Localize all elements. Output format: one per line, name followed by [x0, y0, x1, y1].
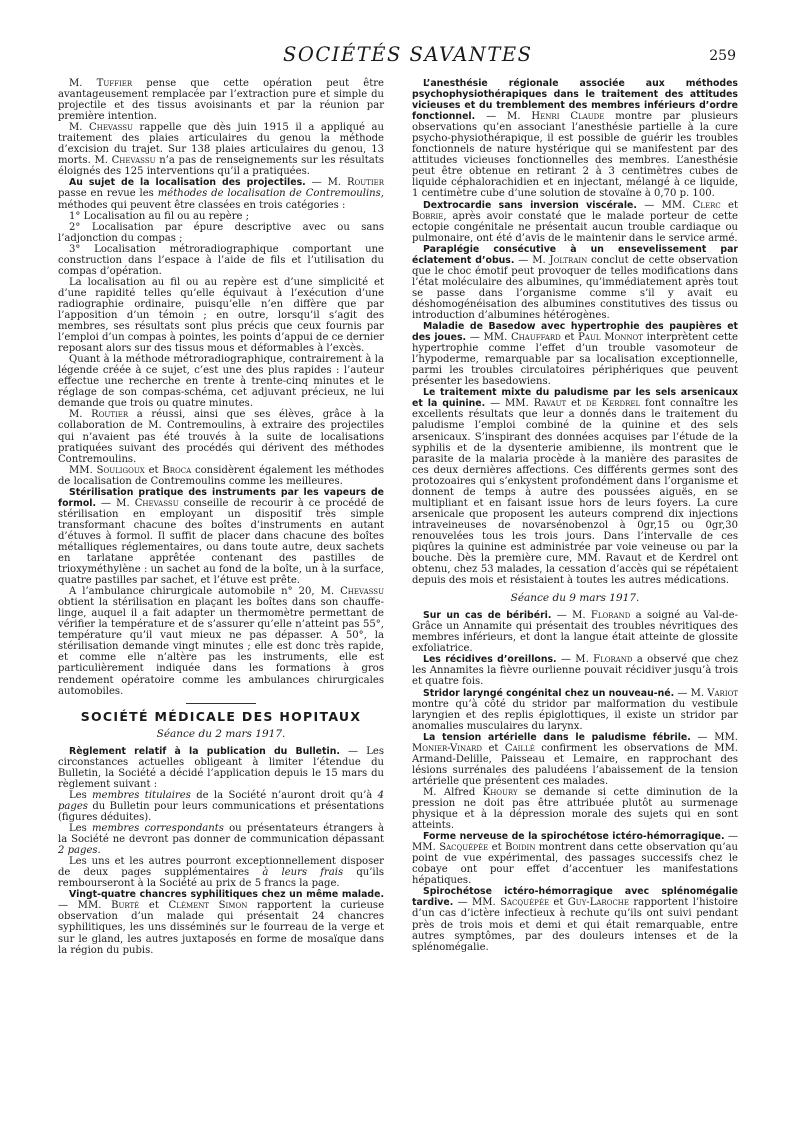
- paragraph-text: a observé que chez les Annamites la fièvre ourlienne pouvait récidiver jusqu’à trois et quatre fois.: [412, 654, 738, 688]
- paragraph: [58, 277, 384, 354]
- author-name: Chevassu: [111, 155, 156, 167]
- author-name: Variot: [707, 687, 739, 699]
- paragraph: [412, 244, 738, 321]
- paragraph: [58, 177, 384, 210]
- paragraph-text: et: [566, 398, 586, 410]
- paragraph: [58, 409, 384, 464]
- author-name: Chevassu: [134, 497, 179, 509]
- paragraph-text: rappelle que dès juin 1915 il a appliqué au traitement des plaies articulaires du genou la méthode d’excision du trajet. Sur 138 plaies articulaires du genou, 13 morts. M.: [58, 122, 384, 167]
- paragraph-text: montrent dans cette observation qu’au point de vue expérimental, des passages successifs chez le cobaye ont pour effet d’accentuer les manifestations hépatiques.: [412, 842, 738, 887]
- paragraph: [58, 823, 384, 856]
- paragraph: [58, 790, 384, 823]
- paragraph: [412, 688, 738, 732]
- paragraph-heading: Spirochétose ictéro-hémorragique avec splénomégalie tardive.: [412, 886, 738, 909]
- author-name: Monier-Vinard: [412, 742, 483, 754]
- paragraph: [412, 200, 738, 244]
- paragraph-heading: Au sujet de la localisation des projectiles.: [69, 177, 306, 189]
- paragraph-text: M.: [69, 78, 97, 89]
- paragraph-text: rapportent l’histoire d’un cas d’ictère infectieux à rechute qu’ils ont suivi pendant près de trois mois et demi et qui était remarquable, entre autres symptômes, par des douleurs intenses et de la splénomégalie.: [412, 897, 738, 953]
- paragraph: [412, 732, 738, 787]
- seance-date-2: Séance du 9 mars 1917.: [510, 592, 640, 605]
- paragraph-text: — M.: [551, 610, 591, 622]
- paragraph-text: se demande si cette diminution de la pression ne doit pas être attribuée plutôt au surmenage physique et à la dépression morale des sujets qui en sont atteints.: [412, 786, 738, 832]
- paragraph-heading: Les récidives d’oreillons.: [423, 654, 557, 666]
- paragraph-text: et: [720, 199, 739, 211]
- paragraph-text: et: [144, 464, 163, 476]
- paragraph-heading: Maladie de Basedow avec hypertrophie des paupières et des joues.: [412, 321, 738, 344]
- author-name: Khoury: [482, 786, 518, 798]
- paragraph-text: confirment les observations de MM. Armand-Delille, Paisseau et Lemaire, en rapprochant des lésions surrénales des paludéens l’abaissement de la tension artérielle que présentent ces malades.: [412, 742, 738, 787]
- paragraph-text: 2 pages.: [58, 845, 101, 857]
- paragraph-text: méthodes qui peuvent être classées en trois catégories :: [58, 199, 346, 211]
- paragraph-heading: Stridor laryngé congénital chez un nouveau-né.: [423, 687, 675, 699]
- author-name: Joltrain: [549, 254, 588, 266]
- paragraph: [412, 387, 738, 586]
- paragraph: [58, 211, 384, 222]
- author-name: Broca: [162, 464, 192, 476]
- seance-date: Séance du 2 mars 1917.: [156, 727, 286, 740]
- author-name: Chevassu: [340, 586, 384, 598]
- page-header: [58, 40, 740, 70]
- paragraph-text: — MM.: [485, 398, 534, 410]
- paragraph-text: et: [488, 842, 506, 854]
- paragraph: [58, 78, 384, 122]
- paragraph-text: méthodes de localisation de Contremoulins,: [157, 188, 384, 200]
- author-name: Sacquépée: [500, 897, 550, 909]
- paragraph-text: et: [139, 900, 169, 912]
- author-name: Ravaut: [533, 398, 567, 410]
- section-divider: [186, 703, 256, 704]
- paragraph-heading: Le traitement mixte du paludisme par les sels arsenicaux et la quinine.: [412, 387, 738, 410]
- author-name: Routier: [346, 177, 384, 189]
- paragraph-text: ou présentateurs étrangers à la Société ne devront pas donner de communication dépassant: [58, 823, 385, 846]
- paragraph-heading: Stérilisation pratique des instruments par les vapeurs de formol.: [58, 486, 384, 509]
- paragraph-text: 3° Localisation métroradiographique comportant une construction dans l’espace à l’aide de fils et l’utilisation du compas d’opération.: [58, 243, 384, 277]
- paragraph-text: conseille de recourir à ce procédé de stérilisation en employant un dispositif très simple transformant chacune des boîtes d’instruments en autant d’étuves à formol. Il suffit de placer dans chacune des boîtes métalliques réglementaires, ou dans toute autre, deux sachets en tarlatane apprêtée contenant des pastilles de trioxyméthylène : un sachet au fond de la boîte, un à la surface, quatre pastilles par sachet, et l’étuve est prête.: [58, 497, 385, 587]
- paragraph-text: — M.: [305, 177, 347, 189]
- paragraph: [412, 610, 738, 654]
- paragraph-text: membres titulaires: [92, 789, 191, 801]
- paragraph-text: La localisation au fil ou au repère est d’une simplicité et d’une rapidité telles qu’elle équivaut à l’exécution d’une radiographie ordinaire, puisqu’elle n’en diffère que par l’apposition d’un témoin ; en outre, lorsqu’il s’agit des membres, ses résultats sont plus précis que ceux fournis par l’emploi d’un compas à pointes, les points d’appui de ce dernier reposant alors sur des tissus mous et déformables à l’excès.: [58, 276, 384, 355]
- paragraph: [58, 354, 384, 409]
- paragraph: [58, 122, 384, 177]
- paragraph-heading: Dextrocardie sans inversion viscérale.: [423, 199, 637, 211]
- author-name: Chevassu: [89, 122, 133, 134]
- paragraph-heading: Sur un cas de béribéri.: [423, 610, 552, 622]
- paragraph-text: — MM.: [636, 199, 693, 211]
- paragraph-text: qu’ils rembourseront à la Société au prix de 5 francs la page.: [58, 867, 384, 890]
- paragraph: [58, 244, 384, 277]
- author-name: Florand: [590, 610, 631, 622]
- author-name: Henri Claude: [531, 111, 605, 123]
- paragraph-text: 2° Localisation par épure descriptive avec ou sans l’adjonction du compas ;: [58, 221, 384, 244]
- paragraph-text: et: [549, 897, 568, 909]
- paragraph-text: n’a pas de renseignements sur les résultats éloignés des 125 interventions qu’il a pratiquées.: [58, 155, 384, 178]
- author-name: Caillé: [504, 742, 535, 754]
- paragraph: [58, 465, 384, 487]
- paragraph-text: conclut de cette observation que le choc émotif peut provoquer de telles modifications dans l’état moléculaire des albumines, qu’immédiatement après tout se passe dans l’organisme comme s’il y avait eu déshomogénéisation des albumines constitutives des tissus ou introduction d’albumines hétérogènes.: [412, 254, 739, 321]
- paragraph-text: et: [482, 742, 505, 754]
- paragraph-text: A l’ambulance chirurgicale automobile n° 20, M.: [69, 586, 341, 598]
- paragraph-text: Quant à la méthode métroradiographique, contrairement à la légende créée à ce sujet, c’est une des plus rapides : l’auteur effectue une recherche en trente à trente-cinq minutes et le réglage de son compas-schéma, cet adjuvant précieux, ne lui demande que trois ou quatre minutes.: [58, 354, 384, 410]
- hopitaux-section-2: [412, 610, 738, 952]
- paragraph-text: et: [560, 332, 579, 344]
- paragraph-text: 4 pages: [58, 789, 384, 812]
- hopitaux-section: [58, 746, 384, 956]
- author-name: Souligoux: [96, 464, 145, 476]
- paragraph: [58, 746, 384, 790]
- paragraph-heading: Règlement relatif à la publication du Bulletin.: [69, 745, 340, 757]
- right-column: [412, 78, 738, 953]
- paragraph-text: considèrent également les méthodes de localisation de Contremoulins comme les meilleures.: [58, 464, 384, 487]
- paragraph-text: M.: [69, 122, 90, 134]
- paragraph-text: du Bulletin pour leurs communications et présentations (figures déduites).: [58, 800, 384, 823]
- paragraph-heading: Paraplégie consécutive à un ensevelissement par éclatement d’obus.: [412, 243, 738, 266]
- paragraph: [412, 654, 738, 687]
- paragraph-text: à leurs frais: [262, 867, 344, 879]
- paragraph: [412, 78, 738, 200]
- paragraph-text: — MM.: [58, 900, 112, 912]
- chirurgie-section: [58, 78, 384, 697]
- paragraph-text: rapportent la curieuse observation d’un malade qui présentait 24 chancres syphilitiques, les uns disséminés sur le fourreau de la verge et sur le gland, les autres juxtaposés en forme de mosaïque dans la région du pubis.: [58, 900, 385, 956]
- paragraph-heading: Forme nerveuse de la spirochétose ictéro-hémorragique.: [423, 831, 725, 843]
- paragraph: [58, 487, 384, 586]
- paragraph-text: interprètent cette hypertrophie comme l’effet d’un trouble vasomoteur de l’hypoderme, remarquable par sa localisation exceptionnelle, parmi les troubles circulatoires périphériques que peuvent présenter les basedowiens.: [412, 332, 739, 388]
- paragraph-text: Les uns et les autres pourront exceptionnellement disposer de deux pages supplémentaires: [58, 856, 384, 879]
- society-title: SOCIÉTÉ MÉDICALE DES HOPITAUX: [80, 708, 362, 724]
- paragraph-heading: L’anesthésie régionale associée aux méthodes psychophysiothérapiques dans le traitement des attitudes vicieuses et du tremblement des membres inférieurs d’ordre fonctionnel.: [412, 78, 738, 123]
- paragraph-text: pense que cette opération peut être avantageusement remplacée par l’extraction pure et simple du projectile et des tissus avoisinants et par la réunion par première intention.: [58, 78, 384, 123]
- paragraph-text: — M.: [475, 111, 532, 123]
- paragraph: [58, 222, 384, 244]
- paragraph-text: — MM.: [412, 831, 738, 854]
- paragraph-text: — MM.: [690, 731, 738, 743]
- paragraph: [412, 831, 738, 886]
- paragraph-text: , après avoir constaté que le malade porteur de cette ectopie congénitale ne présentait aucun trouble cardiaque ou pulmonaire, ont été d’avis de le maintenir dans le service armé.: [412, 210, 738, 244]
- paragraph-text: — M.: [556, 654, 594, 666]
- author-name: de Kerdrel: [585, 398, 641, 410]
- paragraph: [412, 886, 738, 952]
- paragraph-text: 1° Localisation au fil ou au repère ;: [69, 210, 250, 222]
- paragraph-text: MM.: [69, 464, 97, 476]
- paragraph-heading: La tension artérielle dans le paludisme fébrile.: [423, 731, 691, 743]
- paragraph-text: M.: [69, 409, 92, 421]
- author-name: Tuffier: [96, 78, 133, 89]
- author-name: Chauffard: [510, 332, 561, 344]
- paragraph-text: passe en revue les: [58, 188, 158, 200]
- author-name: Clément Simon: [168, 900, 248, 912]
- left-column: [58, 78, 384, 956]
- paragraph-text: M. Alfred: [423, 786, 483, 798]
- paragraph-text: Les: [69, 789, 93, 801]
- paragraph-text: — M.: [674, 687, 708, 699]
- paragraph-text: de la Société n’auront droit qu’à: [190, 789, 378, 801]
- page-number: 259: [709, 48, 736, 64]
- paragraph-text: montre par plusieurs observations qu’en associant l’anesthésie partielle à la cure psycho-physiothérapique, il est possible de guérir les troubles fonctionnels de nature hystérique qui se manifestent par des attitudes vicieuses fonctionnelles des membres. L’anesthésie peut être obtenue en retirant 2 à 3 centimètres cubes de liquide céphalorachidien et en injectant, mélangé à ce liquide, 1 centimètre cube d’une solution de stovaïne à 0,70 p. 100.: [412, 111, 739, 200]
- running-title: SOCIÉTÉS SAVANTES: [283, 43, 533, 66]
- paragraph-text: — Les circonstances actuelles obligeant à limiter l’étendue du Bulletin, la Société a décidé l’application depuis le 15 mars du règlement suivant :: [58, 745, 384, 790]
- paragraph-text: a réussi, ainsi que ses élèves, grâce à la collaboration de M. Contremoulins, à extraire des projectiles qui n’avaient pas été trouvés à la suite de localisations pratiquées suivant des procédés qui dérivent des méthodes Contremoulins.: [58, 409, 384, 465]
- paragraph-text: a soigné au Val-de-Grâce un Annamite qui présentait des troubles névritiques des membres inférieurs, et dont la langue était atteinte de glossite exfoliatrice.: [412, 610, 738, 655]
- author-name: Florand: [593, 654, 633, 666]
- author-name: Clerc: [692, 199, 721, 211]
- paragraph: [412, 787, 738, 831]
- paragraph-heading: Vingt-quatre chancres syphilitiques chez un même malade.: [69, 889, 384, 901]
- paragraph: [58, 586, 384, 696]
- paragraph-text: membres correspondants: [91, 823, 224, 835]
- paragraph-text: — MM.: [453, 897, 501, 909]
- paragraph: [58, 889, 384, 955]
- author-name: Burté: [111, 900, 140, 912]
- hopitaux-continued-section: [412, 78, 738, 586]
- author-name: Guy-Laroche: [567, 897, 630, 909]
- author-name: Sacquépée: [439, 842, 489, 854]
- paragraph: [412, 321, 738, 387]
- paragraph-text: font connaître les excellents résultats que leur a donnés dans le traitement du paludisme l’emploi combiné de la quinine et des sels arsenicaux. S’inspirant des données acquises par l’étude de la syphilis et de la dysenterie amibienne, ils montrent que le parasite de la malaria procède à la manière des parasites de ces deux dernières affections. Ces différents germes sont des protozoaires qui s’enkystent profondément dans l’organisme et donnent de temps à autre des poussées aiguës, en se multipliant et en faisant issue hors de leurs foyers. La cure arsenicale que proposent les auteurs comprend dix injections intraveineuses de novarsénobenzol à 0gr,15 ou 0gr,30 renouvelées tous les trois jours. Dans l’intervalle de ces piqûres la quinine est administrée par voie veineuse ou par la bouche. Dès la première cure, MM. Ravaut et de Kerdrel ont obtenu, chez 53 malades, la cessation d’accès qui se répétaient depuis des mois et résistaient à toutes les autres médications.: [412, 398, 738, 587]
- paragraph-text: montre qu’à côté du stridor par malformation du vestibule laryngien et des replis épiglottiques, il existe un stridor par anomalies musculaires du larynx.: [412, 698, 738, 732]
- paragraph-text: Les: [69, 823, 92, 835]
- author-name: Bobrie: [412, 210, 444, 222]
- author-name: Paul Monnot: [578, 332, 643, 344]
- paragraph-text: obtient la stérilisation en plaçant les boîtes dans son chauffe-linge, auquel il a fait adapter un thermomètre permettant de vérifier la température et de s’assurer qu’elle n’atteint pas 55°, température qu’il vaut mieux ne pas dépasser. A 50°, la stérilisation demande vingt minutes ; elle est donc très rapide, et comme elle n’altère pas les instruments, elle est particulièrement indiquée dans les formations à gros rendement opératoire comme les ambulances chirurgicales automobiles.: [58, 597, 384, 697]
- author-name: Routier: [91, 409, 129, 421]
- author-name: Boidin: [505, 842, 536, 854]
- paragraph-text: — M.: [96, 497, 135, 509]
- paragraph-text: — M.: [514, 254, 550, 266]
- paragraph: [58, 856, 384, 889]
- paragraph-text: — MM.: [466, 332, 511, 344]
